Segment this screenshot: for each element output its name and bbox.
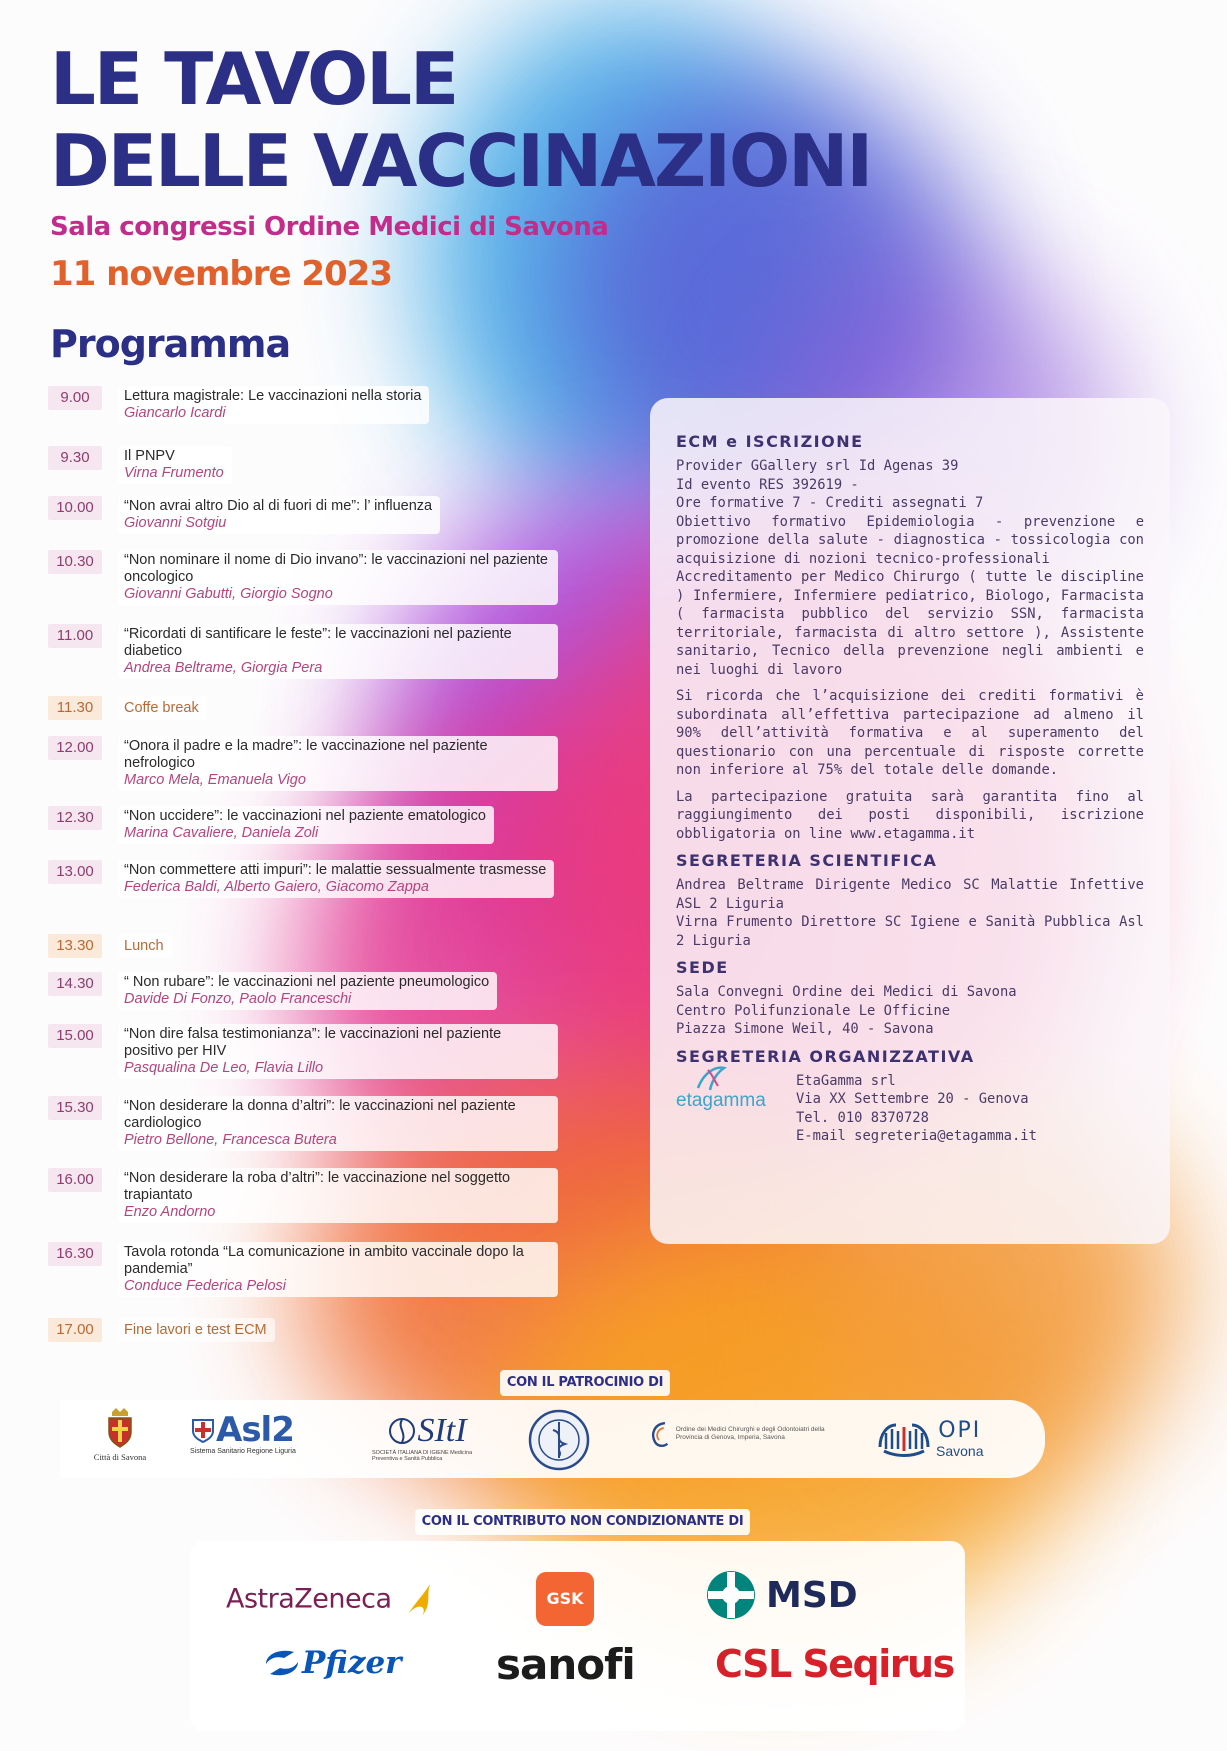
- msd-name: MSD: [766, 1574, 858, 1616]
- program-time: 16.00: [48, 1168, 102, 1192]
- organizer-email[interactable]: E-mail segreteria@etagamma.it: [796, 1128, 1037, 1144]
- program-talk-title: “Non uccidere”: le vaccinazioni nel paziente ematologico: [124, 808, 486, 824]
- program-time: 12.00: [48, 736, 102, 760]
- program-speakers: Marina Cavaliere, Daniela Zoli: [124, 825, 319, 841]
- ecm-heading: ECM e ISCRIZIONE: [676, 432, 864, 451]
- gsk-logo: GSK: [536, 1572, 594, 1626]
- program-time: 11.30: [48, 696, 102, 720]
- program-time: 12.30: [48, 806, 102, 830]
- etagamma-swirl-icon: [694, 1062, 730, 1092]
- program-time: 10.30: [48, 550, 102, 574]
- astrazeneca-swirl-icon: [402, 1580, 436, 1620]
- organizer-address: Via XX Settembre 20 - Genova: [796, 1091, 1029, 1107]
- program-time: 16.30: [48, 1242, 102, 1266]
- organizer-details: [796, 1072, 1037, 1146]
- astrazeneca-logo: [226, 1580, 436, 1620]
- program-speakers: Giovanni Gabutti, Giorgio Sogno: [124, 586, 333, 602]
- patronage-label: CON IL PATROCINIO DI: [500, 1370, 670, 1396]
- program-speakers: Davide Di Fonzo, Paolo Franceschi: [124, 991, 352, 1007]
- ecm-credits-note: Si ricorda che l’acquisizione dei crediti formativi è subordinata all’effettiva partecipazione ad almeno il 90% dell’attività formativa e al superamento del questionario con una percentuale di risposte corrette non inferiore al 75% del totale delle domande.: [676, 688, 1144, 778]
- program-speakers: Pasqualina De Leo, Flavia Lillo: [124, 1060, 324, 1076]
- program-talk-title: “Onora il padre e la madre”: le vaccinazione nel paziente nefrologico: [124, 738, 488, 771]
- program-talk-title: “Non dire falsa testimonianza”: le vaccinazioni nel paziente positivo per HIV: [124, 1026, 502, 1059]
- program-speakers: Giovanni Sotgiu: [124, 515, 227, 531]
- opi-name: OPI: [938, 1418, 982, 1443]
- pfizer-pill-icon: [262, 1644, 302, 1682]
- asl-shield-icon: [190, 1417, 216, 1443]
- program-talk: [118, 696, 207, 720]
- program-talk: [118, 624, 558, 679]
- program-time: 15.00: [48, 1024, 102, 1048]
- scientific-line-1: Andrea Beltrame Dirigente Medico SC Malattie Infettive ASL 2 Liguria: [676, 877, 1144, 912]
- ordine-medici-seal: [527, 1408, 591, 1472]
- siti-logo: [372, 1412, 482, 1462]
- etagamma-logo: [676, 1072, 796, 1112]
- ecm-accreditation: Accreditamento per Medico Chirurgo ( tutte le discipline ) Infermiere, Infermiere pediatrico, Biologo, Farmacista ( farmacista pubblico del servizio SSN, farmacista territoriale, farmacista di altro settore ), Assistente sanitario, Tecnico della prevenzione negli ambienti e nei luoghi di lavoro: [676, 569, 1144, 678]
- program-talk-title: “Non nominare il nome di Dio invano”: le vaccinazioni nel paziente oncologico: [124, 552, 548, 585]
- savona-caption: Città di Savona: [93, 1452, 147, 1462]
- organizer-phone: Tel. 010 8370728: [796, 1109, 929, 1126]
- ecm-hours: Ore formative 7 - Crediti assegnati 7: [676, 495, 984, 511]
- venue-line-3: Piazza Simone Weil, 40 - Savona: [676, 1021, 934, 1037]
- csl-seqirus-logo: CSL Seqirus: [715, 1642, 954, 1686]
- program-talk: [118, 860, 554, 898]
- program-talk: [118, 496, 440, 534]
- program-speakers: Andrea Beltrame, Giorgia Pera: [124, 660, 323, 676]
- ordine-genova-logo: [648, 1412, 833, 1456]
- opi-sub: Savona: [936, 1443, 984, 1459]
- opi-hands-icon: [876, 1419, 932, 1459]
- program-break-label: Fine lavori e test ECM: [124, 1322, 267, 1338]
- program-talk-title: “Ricordati di santificare le feste”: le vaccinazioni nel paziente diabetico: [124, 626, 512, 659]
- program-talk: [118, 386, 429, 424]
- program-talk: [118, 446, 232, 484]
- program-talk-title: Tavola rotonda “La comunicazione in ambito vaccinale dopo la pandemia”: [124, 1244, 524, 1277]
- asl2-logo: [190, 1410, 330, 1455]
- program-break-label: Coffe break: [124, 700, 199, 716]
- ordine-arc-icon: [648, 1412, 670, 1456]
- scientific-secretariat-heading: SEGRETERIA SCIENTIFICA: [676, 851, 938, 870]
- program-talk: [118, 1096, 558, 1151]
- opi-savona-logo: [876, 1418, 983, 1459]
- program-speakers: Conduce Federica Pelosi: [124, 1278, 287, 1294]
- program-speakers: Virna Frumento: [124, 465, 224, 481]
- etagamma-logo-text: etagamma: [676, 1089, 766, 1111]
- siti-name: SItI: [417, 1412, 467, 1449]
- program-speakers: Enzo Andorno: [124, 1204, 216, 1220]
- event-venue: Sala congressi Ordine Medici di Savona: [50, 212, 609, 242]
- medical-seal-icon: [527, 1408, 591, 1472]
- program-speakers: Federica Baldi, Alberto Gaiero, Giacomo Zappa: [124, 879, 429, 895]
- asl-caption: Sistema Sanitario Regione Liguria: [190, 1448, 296, 1455]
- program-time: 17.00: [48, 1318, 102, 1342]
- organizer-block: [676, 1072, 1144, 1146]
- program-talk: [118, 1168, 558, 1223]
- program-talk-title: “Non commettere atti impuri”: le malattie sessualmente trasmesse: [124, 862, 547, 878]
- venue-heading: SEDE: [676, 958, 729, 977]
- ecm-provider: Provider GGallery srl Id Agenas 39: [676, 458, 959, 474]
- sanofi-logo: sanofi: [496, 1640, 635, 1689]
- program-talk: [118, 1024, 558, 1079]
- program-talk-title: “ Non rubare”: le vaccinazioni nel paziente pneumologico: [124, 974, 490, 990]
- siti-emblem-icon: [387, 1415, 417, 1447]
- program-time: 13.00: [48, 860, 102, 884]
- program-talk: [118, 972, 497, 1010]
- program-talk: [118, 1242, 558, 1297]
- organizing-secretariat-heading: SEGRETERIA ORGANIZZATIVA: [676, 1046, 975, 1066]
- ecm-event-id: Id evento RES 392619 -: [676, 476, 859, 493]
- program-time: 9.30: [48, 446, 102, 470]
- program-talk: [118, 934, 172, 958]
- program-talk: [118, 1318, 275, 1342]
- program-talk-title: Lettura magistrale: Le vaccinazioni nella storia: [124, 388, 422, 404]
- ecm-objective: Obiettivo formativo Epidemiologia - prevenzione e promozione della salute - diagnostica - tossicologia con acquisizione di nozioni tecnico-professionali: [676, 513, 1144, 567]
- program-time: 13.30: [48, 934, 102, 958]
- ecm-info-panel: [650, 398, 1170, 1244]
- astrazeneca-name: AstraZeneca: [226, 1583, 392, 1615]
- asl-name: Asl2: [216, 1410, 294, 1450]
- program-talk: [118, 806, 494, 844]
- program-speakers: Giancarlo Icardi: [124, 405, 226, 421]
- msd-logo: [706, 1570, 858, 1620]
- program-time: 15.30: [48, 1096, 102, 1120]
- program-talk-title: Il PNPV: [124, 448, 175, 464]
- msd-mark-icon: [706, 1570, 756, 1620]
- program-heading: Programma: [50, 322, 291, 366]
- venue-line-1: Sala Convegni Ordine dei Medici di Savona: [676, 984, 1017, 1000]
- program-talk-title: “Non desiderare la donna d’altri”: le vaccinazioni nel paziente cardiologico: [124, 1098, 516, 1131]
- siti-caption: SOCIETÀ ITALIANA DI IGIENE Medicina Preventiva e Sanità Pubblica: [372, 1450, 473, 1462]
- program-time: 14.30: [48, 972, 102, 996]
- poster-title: [50, 38, 871, 202]
- program-talk-title: “Non avrai altro Dio al di fuori di me”: l’ influenza: [124, 498, 433, 514]
- organizer-name: EtaGamma srl: [796, 1072, 896, 1089]
- program-speakers: Marco Mela, Emanuela Vigo: [124, 772, 306, 788]
- program-talk-title: “Non desiderare la roba d’altri”: le vaccinazione nel soggetto trapiantato: [124, 1170, 511, 1203]
- program-time: 11.00: [48, 624, 102, 648]
- program-speakers: Pietro Bellone, Francesca Butera: [124, 1132, 337, 1148]
- scientific-line-2: Virna Frumento Direttore SC Igiene e Sanità Pubblica Asl 2 Liguria: [676, 914, 1144, 949]
- pfizer-name: Pfizer: [302, 1645, 402, 1681]
- title-line-1: LE TAVOLE: [50, 37, 458, 121]
- program-talk: [118, 736, 558, 791]
- venue-line-2: Centro Polifunzionale Le Officine: [676, 1002, 951, 1019]
- event-date: 11 novembre 2023: [50, 254, 392, 294]
- program-break-label: Lunch: [124, 938, 164, 954]
- pfizer-logo: [262, 1644, 402, 1682]
- sponsors-label: CON IL CONTRIBUTO NON CONDIZIONANTE DI: [415, 1509, 750, 1535]
- citta-di-savona-logo: [80, 1406, 160, 1462]
- savona-crest-icon: [103, 1406, 137, 1450]
- program-time: 9.00: [48, 386, 102, 410]
- program-talk: [118, 550, 558, 605]
- title-line-2: DELLE VACCINAZIONI: [50, 119, 872, 203]
- program-time: 10.00: [48, 496, 102, 520]
- ordine-caption: Ordine dei Medici Chirurghi e degli Odontoiatri della Provincia di Genova, Imperia, Savona: [675, 1426, 825, 1441]
- ecm-participation: La partecipazione gratuita sarà garantita fino al raggiungimento dei posti disponibili, iscrizione obbligatoria on line www.etagamma.it: [676, 788, 1144, 842]
